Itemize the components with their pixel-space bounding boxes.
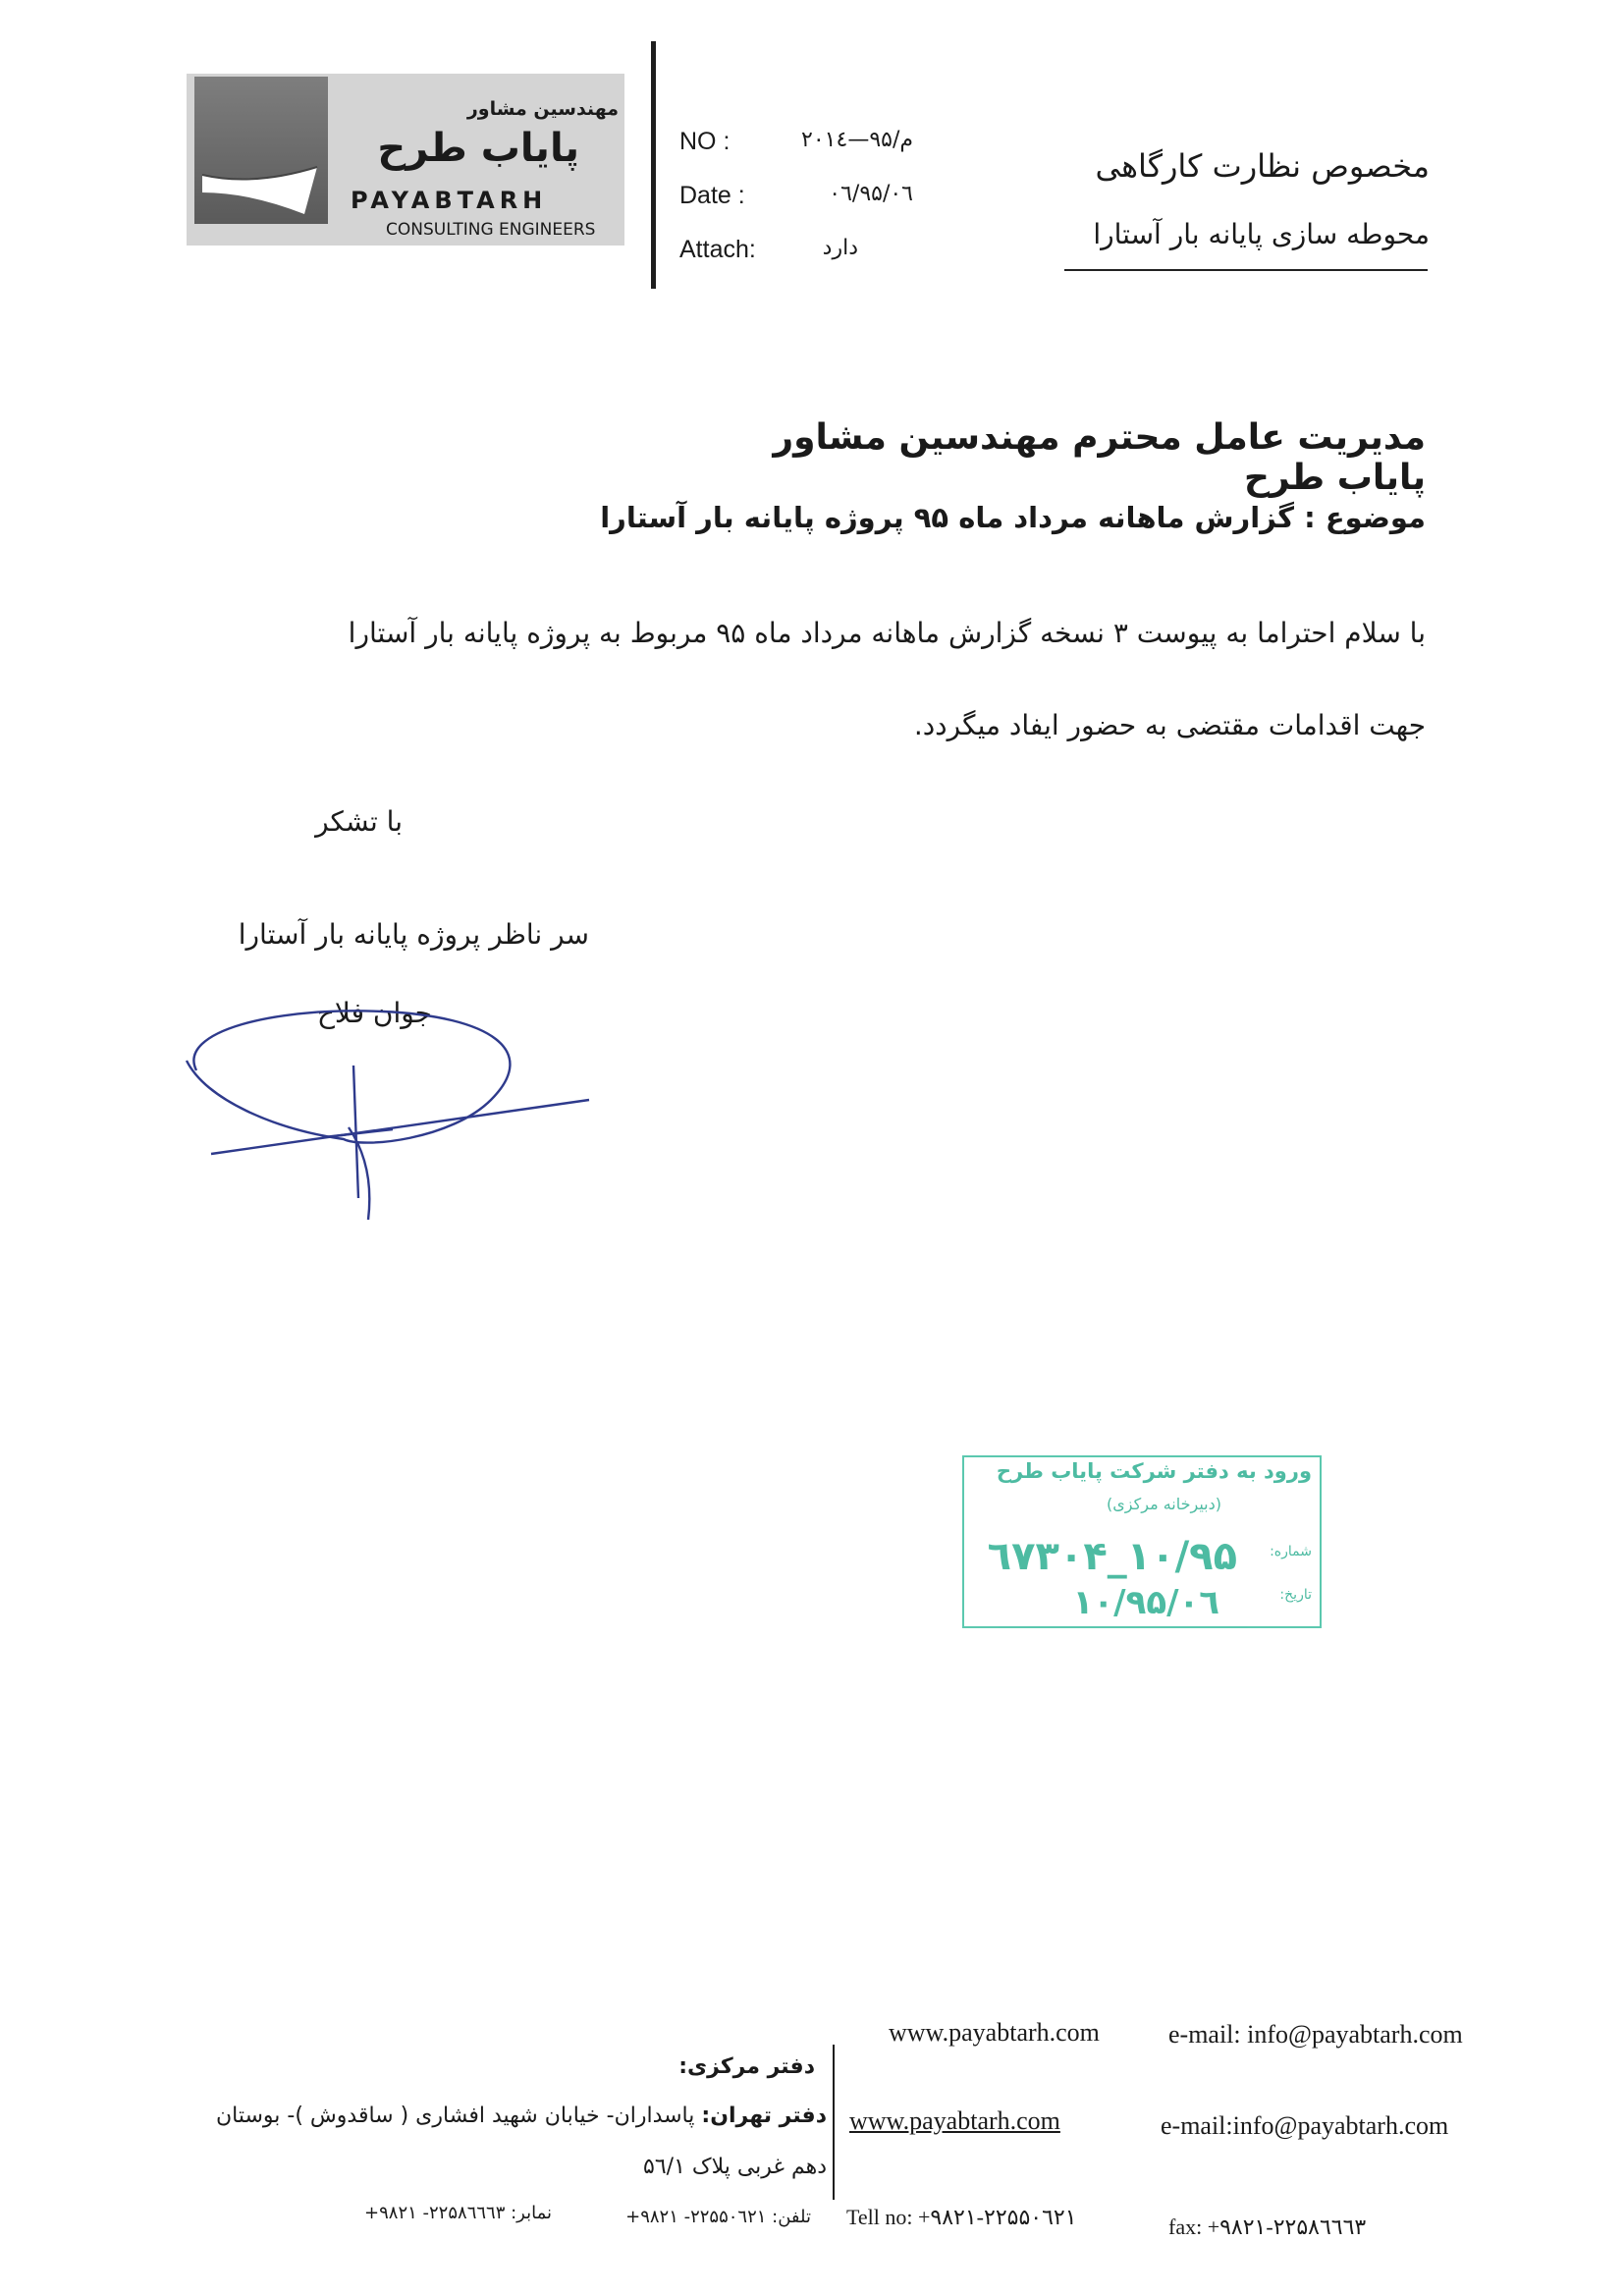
footer-fax-english: fax: +۹۸۲۱-۲۲۵۸٦٦٦۳ bbox=[1168, 2214, 1367, 2239]
logo-persian-name: پایاب طرح bbox=[377, 126, 579, 171]
footer-address-line-2: دهم غربی پلاک ۵٦/۱ bbox=[643, 2155, 827, 2179]
logo-persian-subtitle: مهندسین مشاور bbox=[466, 98, 619, 120]
addressee: مدیریت عامل محترم مهندسین مشاور پایاب طرح bbox=[773, 417, 1426, 498]
footer-email-top: e-mail: info@payabtarh.com bbox=[1168, 2020, 1463, 2049]
header-subtitle: محوطه سازی پایانه بار آستارا bbox=[1093, 218, 1430, 250]
footer-website-link[interactable] bbox=[849, 2106, 1060, 2136]
body-line-2: جهت اقدامات مقتضی به حضور ایفاد میگردد. bbox=[913, 709, 1426, 741]
header-title: مخصوص نظارت کارگاهی bbox=[1095, 147, 1430, 185]
signer-name: جوان فلاح bbox=[316, 997, 432, 1029]
footer-address-line-1 bbox=[206, 2104, 827, 2128]
signature-icon bbox=[167, 992, 609, 1228]
date-value: ۹۵/۰٦/۰٦ bbox=[829, 182, 913, 206]
received-stamp bbox=[962, 1455, 1322, 1628]
attach-label: Attach: bbox=[679, 236, 756, 263]
footer-fax-persian: نمابر: ۲۲۵۸٦٦٦۳- ۹۸۲۱+ bbox=[364, 2203, 552, 2223]
header-divider bbox=[651, 41, 656, 289]
footer-website-top: www.payabtarh.com bbox=[889, 2018, 1100, 2047]
body-line-1: با سلام احتراما به پیوست ۳ نسخه گزارش ماهانه مرداد ماه ۹۵ مربوط به پروژه پایانه بار آستارا bbox=[348, 617, 1426, 649]
footer-website-text[interactable]: www.payabtarh.com bbox=[849, 2106, 1060, 2135]
header-underline bbox=[1064, 269, 1428, 271]
footer-tehran-label: دفتر تهران: bbox=[701, 2104, 827, 2128]
date-label: Date : bbox=[679, 182, 745, 209]
footer-tell-english: Tell no: +۹۸۲۱-۲۲۵۵۰٦۲۱ bbox=[846, 2205, 1077, 2229]
stamp-date-value: ۹۵/۰٦/۱۰ bbox=[1072, 1583, 1219, 1622]
attach-value: دارد bbox=[822, 236, 858, 260]
footer-email: e-mail:info@payabtarh.com bbox=[1161, 2111, 1449, 2140]
footer-phone-persian: تلفن: ۲۲۵۵۰٦۲۱- ۹۸۲۱+ bbox=[625, 2207, 811, 2227]
footer-divider bbox=[833, 2045, 835, 2200]
subject-line: موضوع : گزارش ماهانه مرداد ماه ۹۵ پروژه پایانه بار آستارا bbox=[600, 501, 1426, 534]
footer-address-text: پاسداران- خیابان شهید افشاری ( ساقدوش )- بوستان bbox=[215, 2104, 695, 2128]
footer-office-label: دفتر مرکزی: bbox=[678, 2054, 815, 2079]
stamp-date-label: تاریخ: bbox=[1279, 1587, 1312, 1603]
stamp-number-value: ۱۰/۹۵_٦۷۳۰۴ bbox=[987, 1534, 1237, 1579]
no-value: م/۹۵—۲۰۱٤ bbox=[801, 128, 913, 152]
closing: با تشکر bbox=[315, 805, 403, 838]
signer-title: سر ناظر پروژه پایانه بار آستارا bbox=[238, 918, 589, 951]
logo-english-subtitle: CONSULTING ENGINEERS bbox=[386, 220, 596, 240]
stamp-number-label: شماره: bbox=[1270, 1544, 1312, 1559]
no-label: NO : bbox=[679, 128, 731, 155]
stamp-title: ورود به دفتر شرکت پایاب طرح bbox=[996, 1459, 1312, 1483]
logo-english-name: PAYABTARH bbox=[351, 187, 548, 214]
logo-mark-icon bbox=[194, 77, 328, 224]
stamp-subtitle: (دبیرخانه مرکزی) bbox=[1107, 1495, 1221, 1513]
